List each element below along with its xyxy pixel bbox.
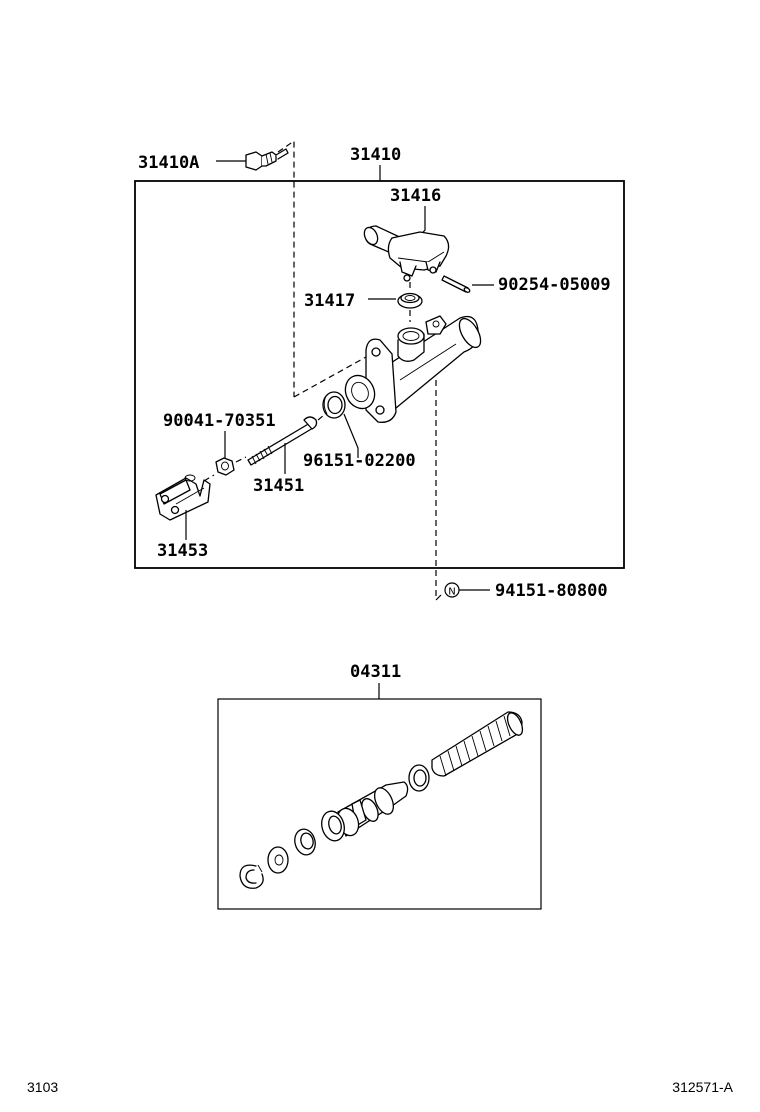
kit-ring-large[interactable]	[409, 765, 429, 791]
seal-96151-02200[interactable]	[323, 392, 345, 418]
nut-alignment-line	[236, 457, 246, 462]
kit-washer[interactable]	[268, 847, 288, 873]
label-31451[interactable]: 31451	[253, 476, 305, 496]
label-04311[interactable]: 04311	[350, 662, 402, 682]
label-90041-70351[interactable]: 90041-70351	[163, 411, 276, 431]
master-cylinder-body[interactable]	[340, 315, 485, 422]
clevis-alignment-line	[204, 475, 214, 481]
reservoir-tank-31416[interactable]	[362, 225, 449, 281]
label-31417[interactable]: 31417	[304, 291, 356, 311]
notice-symbol	[445, 583, 459, 598]
label-31410[interactable]: 31410	[350, 145, 402, 165]
label-96151-02200[interactable]: 96151-02200	[303, 451, 416, 471]
grommet-31417[interactable]	[398, 294, 422, 309]
nut-90041-70351[interactable]	[216, 458, 234, 475]
notice-tick	[436, 595, 441, 600]
label-90254-05009[interactable]: 90254-05009	[498, 275, 611, 295]
bolt-31410A[interactable]	[246, 149, 288, 170]
kit-seal-ring[interactable]	[292, 827, 318, 857]
label-31453[interactable]: 31453	[157, 541, 209, 561]
lower-kit	[218, 662, 541, 909]
label-94151-80800[interactable]: 94151-80800	[495, 581, 608, 601]
footer-right-code: 312571-A	[672, 1079, 733, 1095]
pin-90254-05009[interactable]	[442, 276, 471, 293]
clevis-31453[interactable]	[156, 475, 210, 520]
upper-assembly	[135, 141, 624, 601]
bolt-alignment-line	[278, 141, 294, 397]
footer-left-code: 3103	[27, 1079, 59, 1095]
rod-seal-alignment	[318, 415, 324, 420]
notice-symbol-letter: N	[448, 586, 456, 598]
kit-dust-boot[interactable]	[432, 711, 526, 776]
label-31416[interactable]: 31416	[390, 186, 442, 206]
kit-snap-ring[interactable]	[240, 865, 263, 888]
label-31410A[interactable]: 31410A	[138, 153, 200, 173]
